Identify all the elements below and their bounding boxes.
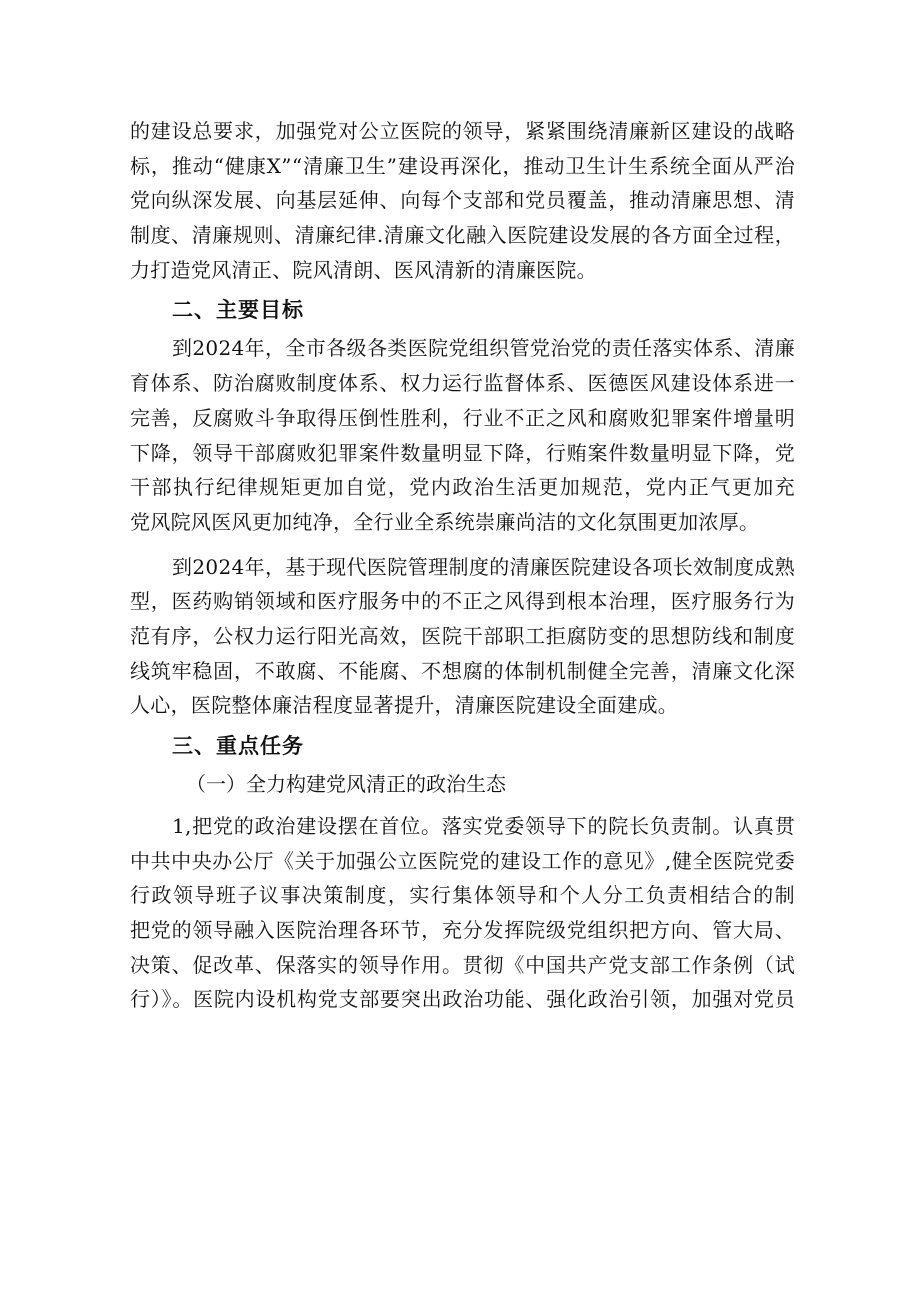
section-heading-key-tasks: 三、重点任务: [172, 734, 304, 758]
paragraph-line: 行）》。医院内设机构党支部要突出政治功能、强化政治引领，加强对党员: [130, 987, 795, 1012]
paragraph-line: 行政领导班子议事决策制度，实行集体领导和个人分工负责相结合的制: [130, 883, 795, 908]
paragraph-line: 完善，反腐败斗争取得压倒性胜利，行业不正之风和腐败犯罪案件增量明: [130, 405, 795, 430]
paragraph-line: 党向纵深发展、向基层延伸、向每个支部和党员覆盖，推动清廉思想、清: [130, 188, 795, 213]
paragraph-line: 到2024年，基于现代医院管理制度的清廉医院建设各项长效制度成熟: [172, 554, 795, 579]
paragraph-goals-2: [130, 550, 795, 723]
paragraph-intro: [130, 114, 795, 287]
paragraph-line: 1,把党的政治建设摆在首位。落实党委领导下的院长负责制。认真贯: [172, 814, 795, 838]
paragraph-line: 线筑牢稳固，不敢腐、不能腐、不想腐的体制机制健全完善，清廉文化深: [130, 658, 795, 683]
paragraph-line: 到2024年，全市各级各类医院党组织管党治党的责任落实体系、清廉: [172, 336, 795, 361]
paragraph-line: 干部执行纪律规矩更加自觉，党内政治生活更加规范，党内正气更加充: [130, 475, 795, 500]
paragraph-line: 的建设总要求，加强党对公立医院的领导，紧紧围绕清廉新区建设的战略: [130, 119, 795, 143]
paragraph-line: 型，医药购销领域和医疗服务中的不正之风得到根本治理，医疗服务行为: [130, 589, 795, 614]
paragraph-line: 把党的领导融入医院治理各环节，充分发挥院级党组织把方向、管大局、: [130, 918, 795, 943]
paragraph-line: 范有序，公权力运行阳光高效，医院干部职工拒腐防变的思想防线和制度: [130, 623, 795, 648]
paragraph-line: 中共中央办公厅《关于加强公立医院党的建设工作的意见》,健全医院党委: [130, 848, 795, 873]
document-page: [130, 114, 795, 1017]
paragraph-line: 决策、促改革、保落实的领导作用。贯彻《中国共产党支部工作条例（试: [130, 952, 795, 977]
paragraph-line: 育体系、防治腐败制度体系、权力运行监督体系、医德医风建设体系进一: [130, 371, 795, 396]
paragraph-line: 党风院风医风更加纯净，全行业全系统崇廉尚洁的文化氛围更加浓厚。: [130, 509, 760, 534]
paragraph-task-1: [130, 809, 795, 1017]
subsection-heading: （一）全力构建党风清正的政治生态: [186, 772, 506, 796]
paragraph-goals-1: [130, 331, 795, 539]
section-heading-main-goals: 二、主要目标: [172, 298, 304, 323]
paragraph-line: 下降，领导干部腐败犯罪案件数量明显下降，行贿案件数量明显下降，党: [130, 440, 795, 465]
paragraph-line: 力打造党风清正、院风清朗、医风清新的清廉医院。: [130, 257, 597, 282]
paragraph-line: 人心，医院整体廉洁程度显著提升，清廉医院建设全面建成。: [130, 693, 679, 718]
paragraph-line: 制度、清廉规则、清廉纪律.清廉文化融入医院建设发展的各方面全过程，: [130, 223, 795, 248]
paragraph-line: 标，推动“健康X”“清廉卫生”建设再深化，推动卫生计生系统全面从严治: [130, 153, 795, 178]
